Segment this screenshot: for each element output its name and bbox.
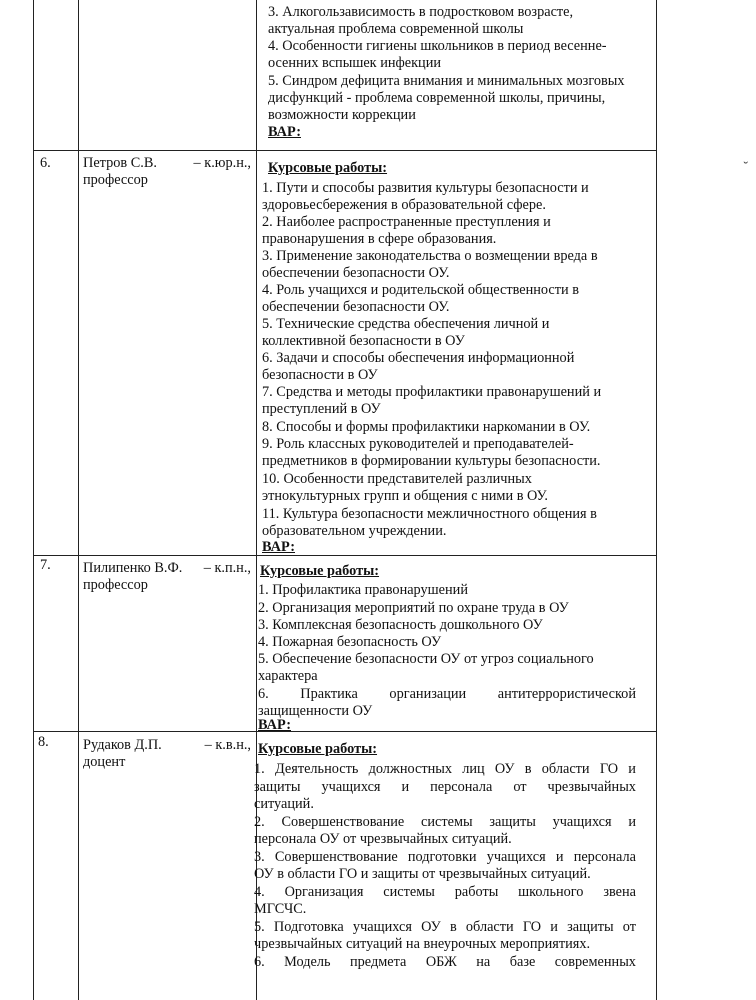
word: лиц	[462, 761, 485, 777]
word: учащихся	[321, 779, 381, 795]
coursework-header: Курсовые работы:	[258, 741, 378, 757]
topic-line: актуальная проблема современной школы	[268, 21, 524, 37]
word: 2.	[254, 814, 265, 830]
supervisor-degree: – к.юр.н.,	[193, 155, 251, 171]
word: 6.	[254, 954, 265, 970]
coursework-header: Курсовые работы:	[260, 563, 380, 579]
row-divider	[33, 150, 657, 151]
word: и	[628, 814, 636, 830]
topic-line: дисфункций - проблема современной школы, причины,	[268, 90, 606, 106]
word: предмета	[349, 954, 407, 970]
word: и	[628, 761, 636, 777]
topic-line: предметников в формировании культуры безопасности.	[262, 453, 601, 469]
word: от	[622, 919, 636, 935]
word: защиты	[254, 779, 301, 795]
word: Совершенствование	[274, 849, 398, 865]
topic-line: 4. Особенности гигиены школьников в период весенне-	[268, 38, 607, 54]
word: и	[555, 849, 564, 865]
topic-line: безопасности в ОУ	[262, 367, 378, 383]
topic-line: 3. Комплексная безопасность дошкольного ОУ	[258, 617, 543, 633]
word: учащихся	[352, 919, 412, 935]
supervisor-surname: Петров С.В.	[83, 155, 157, 171]
coursework-header: Курсовые работы:	[268, 160, 388, 176]
supervisor-title: профессор	[83, 577, 148, 593]
topic-line: обеспечении безопасности ОУ.	[262, 265, 450, 281]
topic-line: 5. Синдром дефицита внимания и минимальных мозговых	[268, 73, 625, 89]
topic-line: здоровьесбережения в образовательной сфере.	[262, 197, 546, 213]
topic-line: обеспечении безопасности ОУ.	[262, 299, 450, 315]
topic-line: 5. Обеспечение безопасности ОУ от угроз социального	[258, 651, 594, 667]
topic-line: характера	[258, 668, 318, 684]
word: от	[513, 779, 527, 795]
topic-line-justified	[254, 849, 636, 866]
var-label: ВАР:	[262, 539, 295, 555]
supervisor-surname: Рудаков Д.П.	[83, 737, 162, 753]
word: на	[476, 954, 491, 970]
word: Совершенствование	[281, 814, 405, 830]
word: чрезвычайных	[547, 779, 636, 795]
topic-line: преступлений в ОУ	[262, 401, 381, 417]
var-label: ВАР:	[268, 124, 301, 140]
word: должностных	[368, 761, 452, 777]
word: современных	[554, 954, 636, 970]
topic-line: 5. Технические средства обеспечения личной и	[262, 316, 550, 332]
word: ОБЖ	[425, 954, 457, 970]
word: учащихся	[552, 814, 612, 830]
supervisor-name	[83, 737, 251, 771]
row-number: 8.	[38, 734, 49, 750]
supervisor-title: профессор	[83, 172, 148, 188]
word: ГО	[522, 919, 542, 935]
word: организации	[389, 686, 467, 702]
word: работы	[454, 884, 499, 900]
row-divider	[33, 731, 657, 732]
supervisor-name	[83, 155, 251, 189]
topic-line: возможности коррекции	[268, 107, 416, 123]
word: в	[524, 761, 532, 777]
word: учащихся	[486, 849, 546, 865]
word: Практика	[300, 686, 358, 702]
topic-line: осенних вспышек инфекции	[268, 55, 442, 71]
topic-line: чрезвычайных ситуаций на внеурочных мероприятиях.	[254, 936, 591, 952]
topic-line: 1. Профилактика правонарушений	[258, 582, 468, 598]
supervisor-surname: Пилипенко В.Ф.	[83, 560, 183, 576]
topic-line: образовательном учреждении.	[262, 523, 447, 539]
topic-line: 3. Применение законодательства о возмещении вреда в	[262, 248, 598, 264]
topic-line: 1. Пути и способы развития культуры безопасности и	[262, 180, 589, 196]
topic-line: 8. Способы и формы профилактики наркомании в ОУ.	[262, 419, 591, 435]
supervisor-degree: – к.в.н.,	[204, 737, 251, 753]
topic-line: 3. Алкогользависимость в подростковом возрасте,	[268, 4, 574, 20]
topic-line: 7. Средства и методы профилактики правонарушений и	[262, 384, 602, 400]
word: системы	[383, 884, 435, 900]
word: защиты	[567, 919, 614, 935]
word: Подготовка	[273, 919, 344, 935]
scan-mark: ˘	[743, 160, 748, 175]
topic-line: персонала ОУ от чрезвычайных ситуаций.	[254, 831, 512, 847]
topic-line-justified	[254, 779, 636, 796]
topic-line: 9. Роль классных руководителей и преподавателей-	[262, 436, 574, 452]
topic-line-justified	[258, 686, 636, 703]
word: звена	[603, 884, 636, 900]
topic-line: коллективной безопасности в ОУ	[262, 333, 465, 349]
word: и	[550, 919, 558, 935]
topic-line: МГСЧС.	[254, 901, 307, 917]
supervisor-name	[83, 560, 251, 594]
word: области	[465, 919, 514, 935]
word: Модель	[284, 954, 331, 970]
topic-line: 11. Культура безопасности межличностного общения в	[262, 506, 597, 522]
word: подготовки	[407, 849, 477, 865]
word: 3.	[254, 849, 265, 865]
word: персонала	[430, 779, 493, 795]
topic-line: 2. Наиболее распространенные преступления и	[262, 214, 551, 230]
topic-line-justified	[254, 814, 636, 831]
word: области	[541, 761, 590, 777]
word: антитеррористической	[497, 686, 636, 702]
word: Деятельность	[274, 761, 359, 777]
row-number: 6.	[40, 155, 51, 171]
word: ОУ	[494, 761, 515, 777]
word: 1.	[254, 761, 265, 777]
word: 4.	[254, 884, 265, 900]
var-label: ВАР:	[258, 717, 291, 733]
topic-line-justified	[254, 954, 636, 971]
row-divider	[33, 555, 657, 556]
topic-line-justified	[254, 919, 636, 936]
word: системы	[421, 814, 473, 830]
word: и	[401, 779, 410, 795]
topic-line: этнокультурных групп и общения с ними в ОУ.	[262, 488, 548, 504]
topic-line: 4. Роль учащихся и родительской общественности в	[262, 282, 579, 298]
word: защиты	[489, 814, 536, 830]
topic-line: ОУ в области ГО и защиты от чрезвычайных ситуаций.	[254, 866, 591, 882]
topic-line-justified	[254, 761, 636, 778]
word: персонала	[573, 849, 636, 865]
row-number: 7.	[40, 557, 51, 573]
supervisor-degree: – к.п.н.,	[203, 560, 251, 576]
topic-line: 2. Организация мероприятий по охране труда в ОУ	[258, 600, 569, 616]
word: школьного	[518, 884, 584, 900]
word: в	[449, 919, 457, 935]
topic-line: 4. Пожарная безопасность ОУ	[258, 634, 442, 650]
topic-line: ситуаций.	[254, 796, 314, 812]
word: 5.	[254, 919, 265, 935]
supervisor-title: доцент	[83, 754, 126, 770]
word: базе	[509, 954, 536, 970]
topic-line-justified	[254, 884, 636, 901]
word: Организация	[284, 884, 364, 900]
topic-line: правонарушения в сфере образования.	[262, 231, 497, 247]
topic-line: 6. Задачи и способы обеспечения информационной	[262, 350, 575, 366]
topic-line: 10. Особенности представителей различных	[262, 471, 532, 487]
word: 6.	[258, 686, 269, 702]
word: ОУ	[421, 919, 441, 935]
topic-line: защищенности ОУ	[258, 703, 373, 719]
word: ГО	[599, 761, 619, 777]
